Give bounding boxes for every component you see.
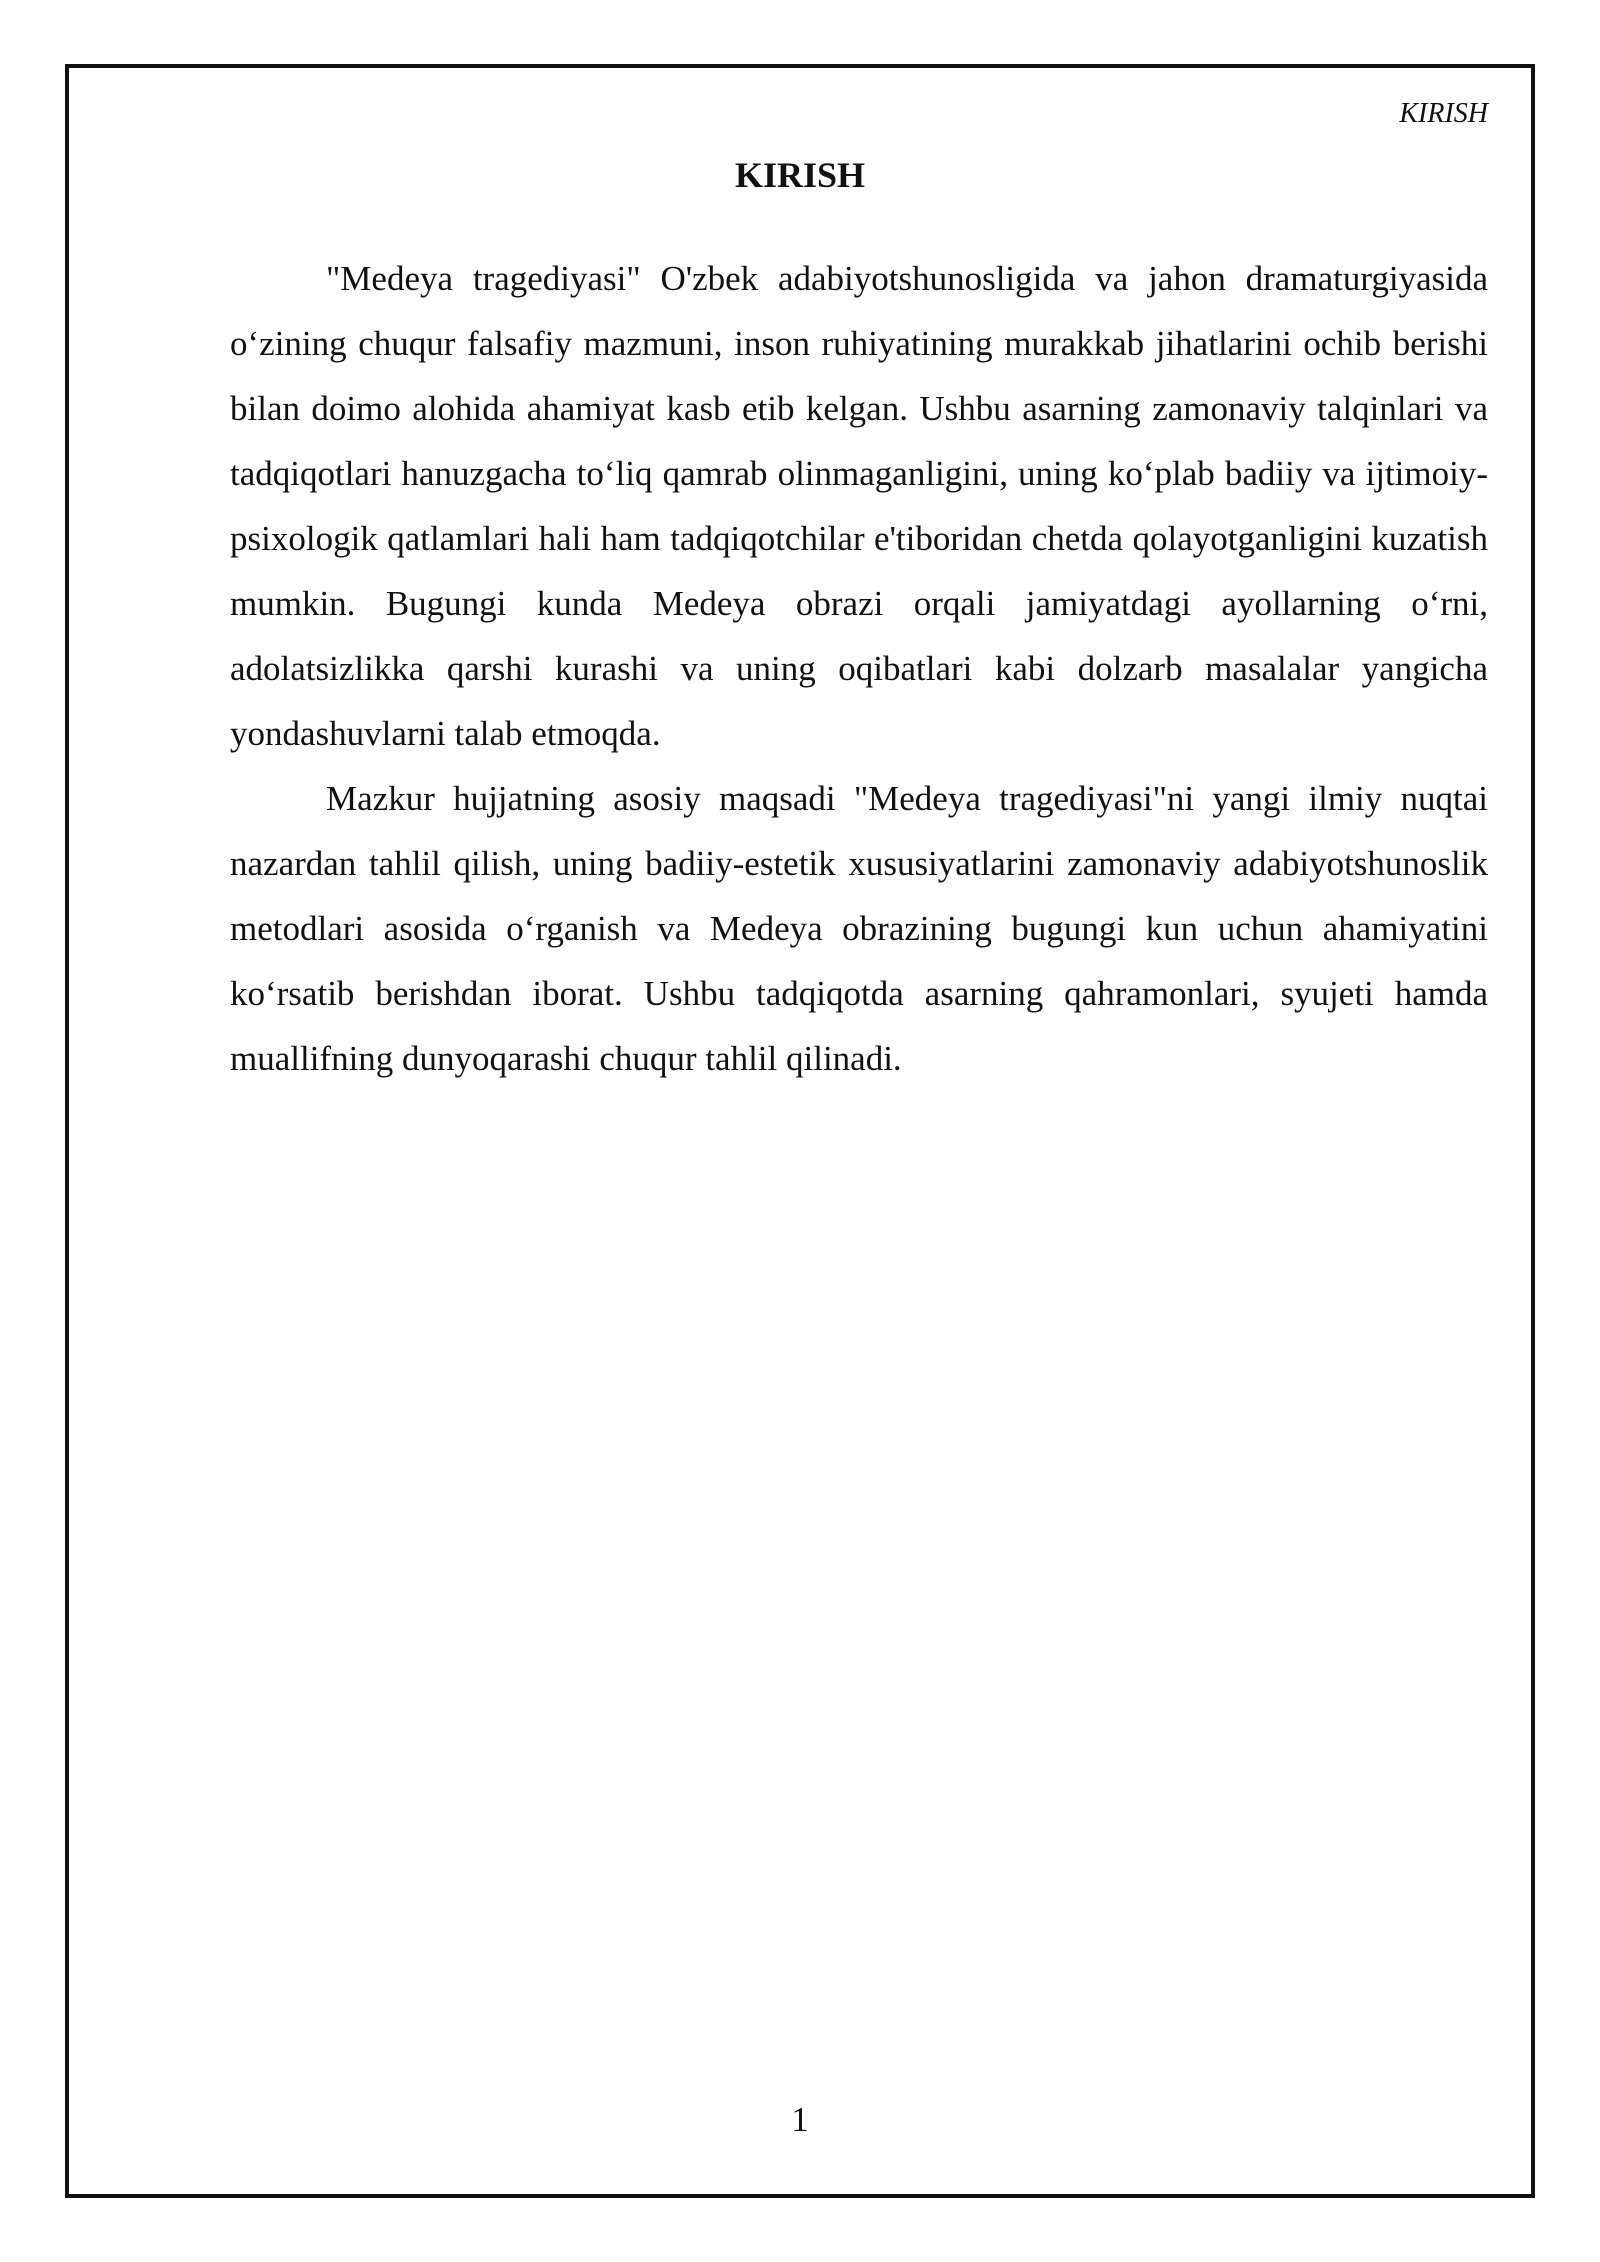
paragraph-1: "Medeya tragediyasi" O'zbek adabiyotshunosligida va jahon dramaturgiyasida o‘zining chuqur falsafiy mazmuni, inson ruhiyatining murakkab jihatlarini ochib berishi bilan doimo alohida ahamiyat kasb etib kelgan. Ushbu asarning zamonaviy talqinlari va tadqiqotlari hanuzgacha to‘liq qamrab olinmaganligini, uning ko‘plab badiiy va ijtimoiy-psixologik qatlamlari hali ham tadqiqotchilar e'tiboridan chetda qolayotganligini kuzatish mumkin. Bugungi kunda Medeya obrazi orqali jamiyatdagi ayollarning o‘rni, adolatsizlikka qarshi kurashi va uning oqibatlari kabi dolzarb masalalar yangicha yondashuvlarni talab etmoqda.: [230, 259, 1488, 753]
document-body: [230, 246, 1488, 1091]
page-number: 1: [791, 2100, 809, 2139]
paragraph-2: Mazkur hujjatning asosiy maqsadi "Medeya tragediyasi"ni yangi ilmiy nuqtai nazardan tahlil qilish, uning badiiy-estetik xususiyatlarini zamonaviy adabiyotshunoslik metodlari asosida o‘rganish va Medeya obrazining bugungi kun uchun ahamiyatini ko‘rsatib berishdan iborat. Ushbu tadqiqotda asarning qahramonlari, syujeti hamda muallifning dunyoqarashi chuqur tahlil qilinadi.: [230, 779, 1488, 1078]
section-heading: KIRISH: [734, 155, 866, 195]
running-header: KIRISH: [1399, 98, 1488, 129]
